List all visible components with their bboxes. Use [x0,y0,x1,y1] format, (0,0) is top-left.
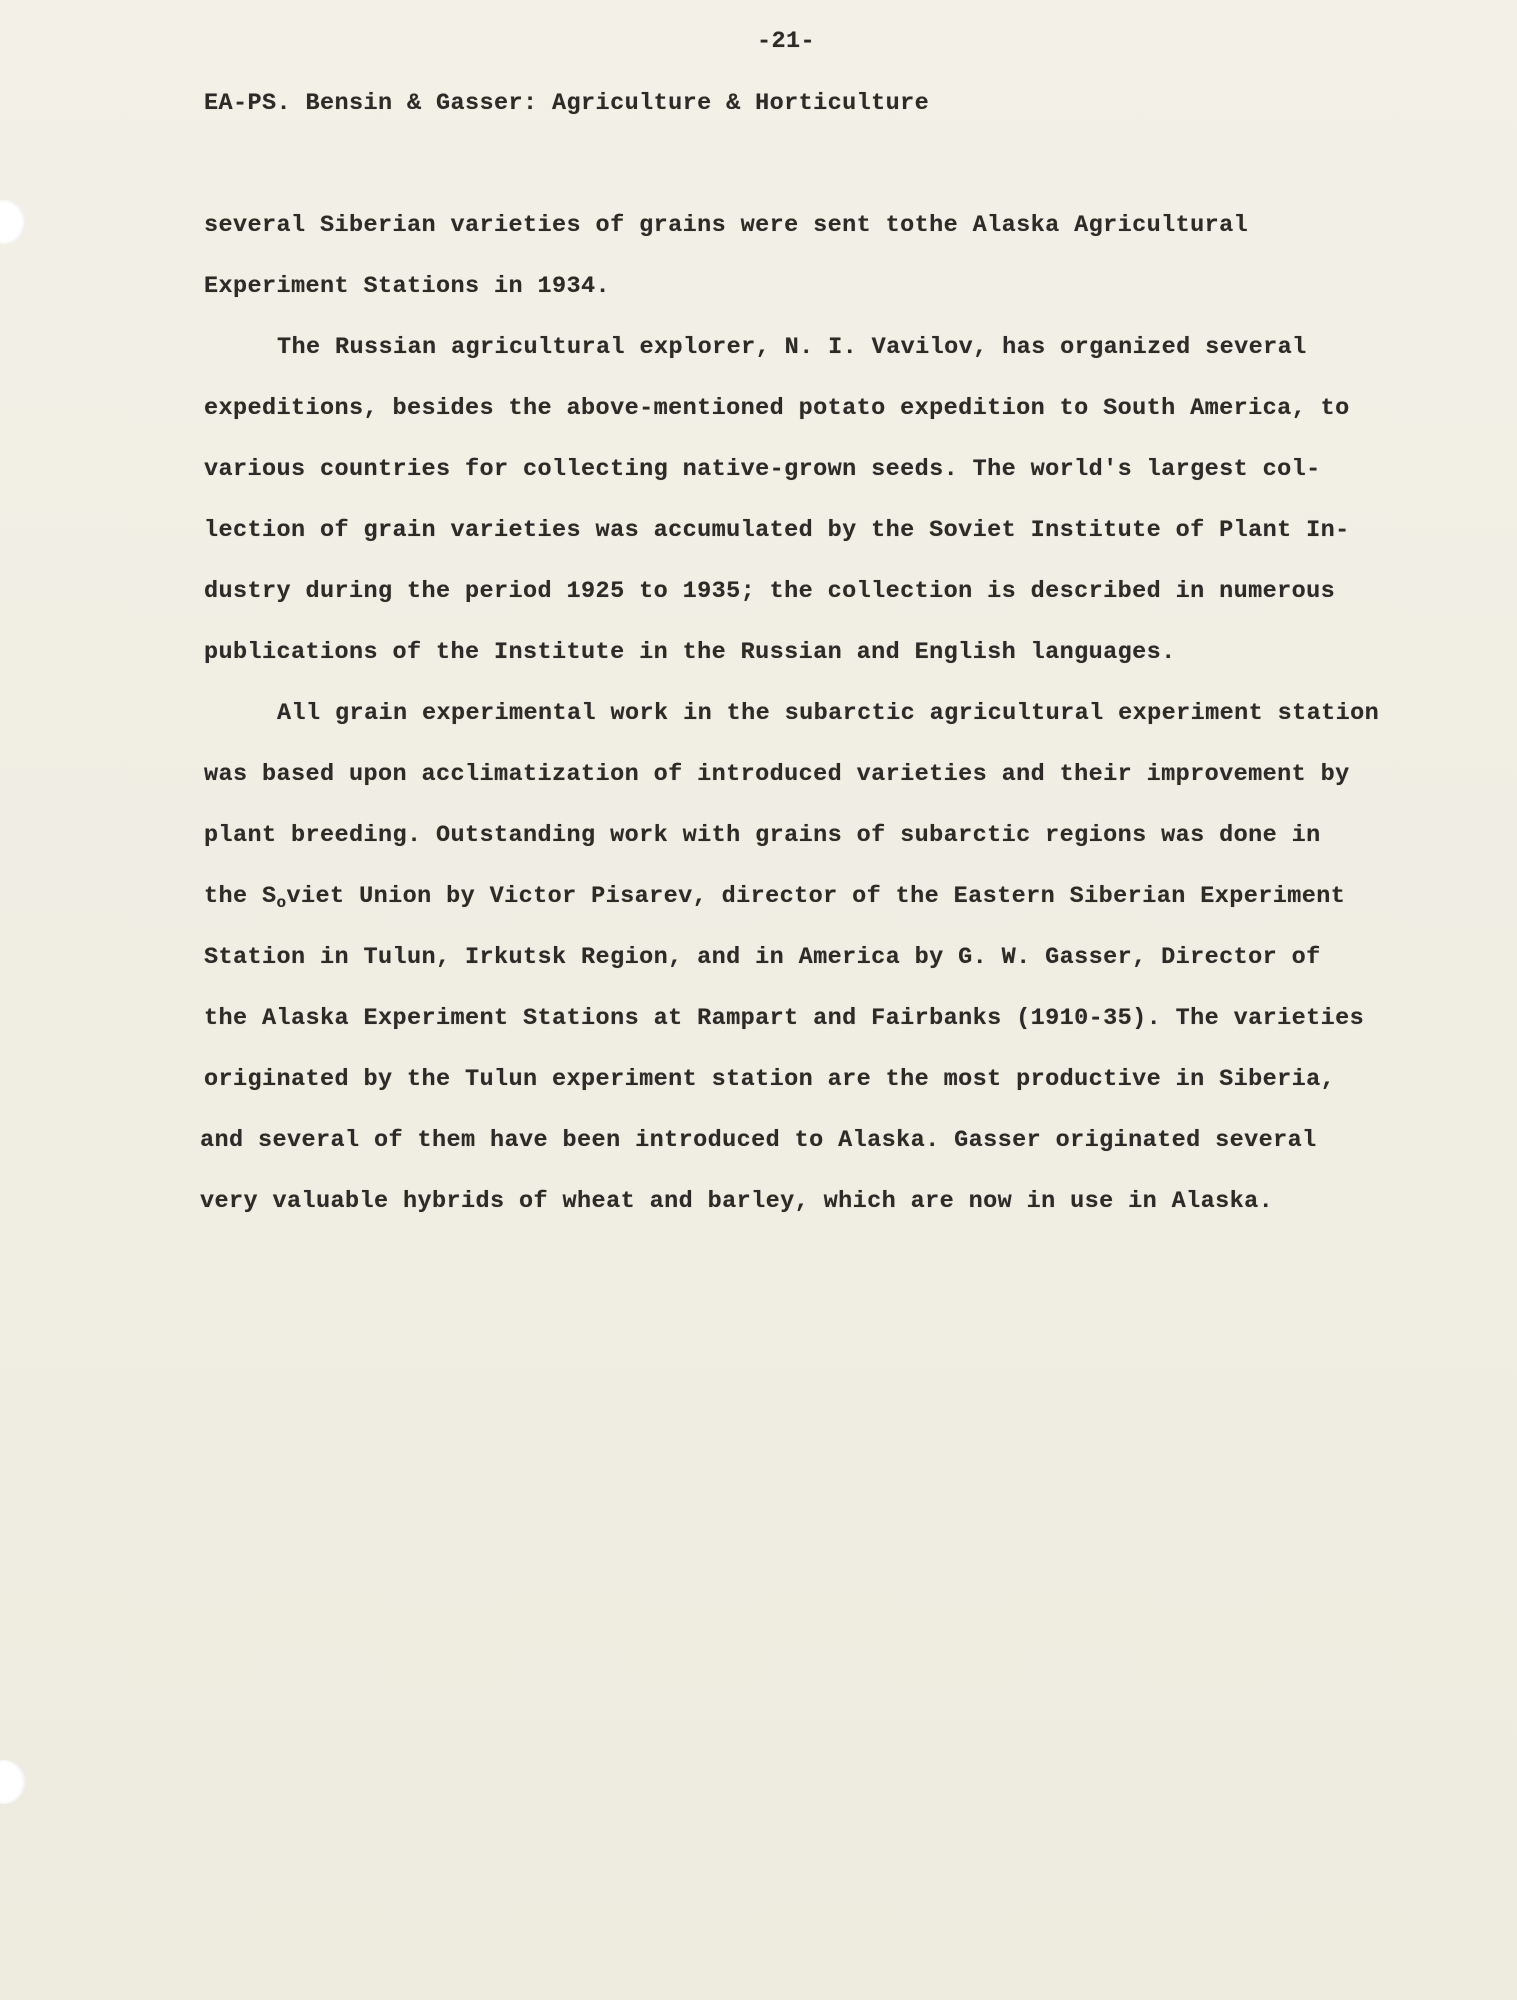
body-line-6: lection of grain varieties was accumulated by the Soviet Institute of Plant In- [204,517,1350,544]
punch-hole-bottom [0,1760,26,1804]
body-line-12 [204,883,1345,912]
body-line-5: various countries for collecting native-grown seeds. The world's largest col- [204,456,1321,483]
body-line-2: Experiment Stations in 1934. [204,273,611,300]
page-number: -21- [757,28,816,55]
body-line-15: originated by the Tulun experiment station are the most productive in Siberia, [204,1066,1336,1093]
body-line-14: the Alaska Experiment Stations at Rampart and Fairbanks (1910-35). The varieties [204,1005,1365,1032]
body-line-4: expeditions, besides the above-mentioned potato expedition to South America, to [204,395,1350,422]
soviet-subscript-o: o [276,894,287,912]
punch-hole-top [0,200,26,244]
running-header: EA-PS. Bensin & Gasser: Agriculture & Horticulture [204,90,930,117]
body-line-8: publications of the Institute in the Russian and English languages. [204,639,1176,666]
body-line-17: very valuable hybrids of wheat and barley, which are now in use in Alaska. [200,1188,1274,1215]
soviet-prefix: the [204,883,263,910]
body-line-12-rest: Union by Victor Pisarev, director of the Eastern Siberian Experiment [344,883,1346,910]
body-line-1: several Siberian varieties of grains were sent tothe Alaska Agricultural [204,212,1249,239]
body-line-9: All grain experimental work in the subarctic agricultural experiment station [277,700,1380,727]
body-line-3: The Russian agricultural explorer, N. I. Vavilov, has organized several [277,334,1307,361]
body-line-11: plant breeding. Outstanding work with grains of subarctic regions was done in [204,822,1321,849]
soviet-rest: viet [286,883,345,910]
body-line-10: was based upon acclimatization of introduced varieties and their improvement by [204,761,1350,788]
body-line-16: and several of them have been introduced to Alaska. Gasser originated several [200,1127,1317,1154]
soviet-s: S [262,883,277,910]
body-line-13: Station in Tulun, Irkutsk Region, and in America by G. W. Gasser, Director of [204,944,1321,971]
body-line-7: dustry during the period 1925 to 1935; the collection is described in numerous [204,578,1336,605]
